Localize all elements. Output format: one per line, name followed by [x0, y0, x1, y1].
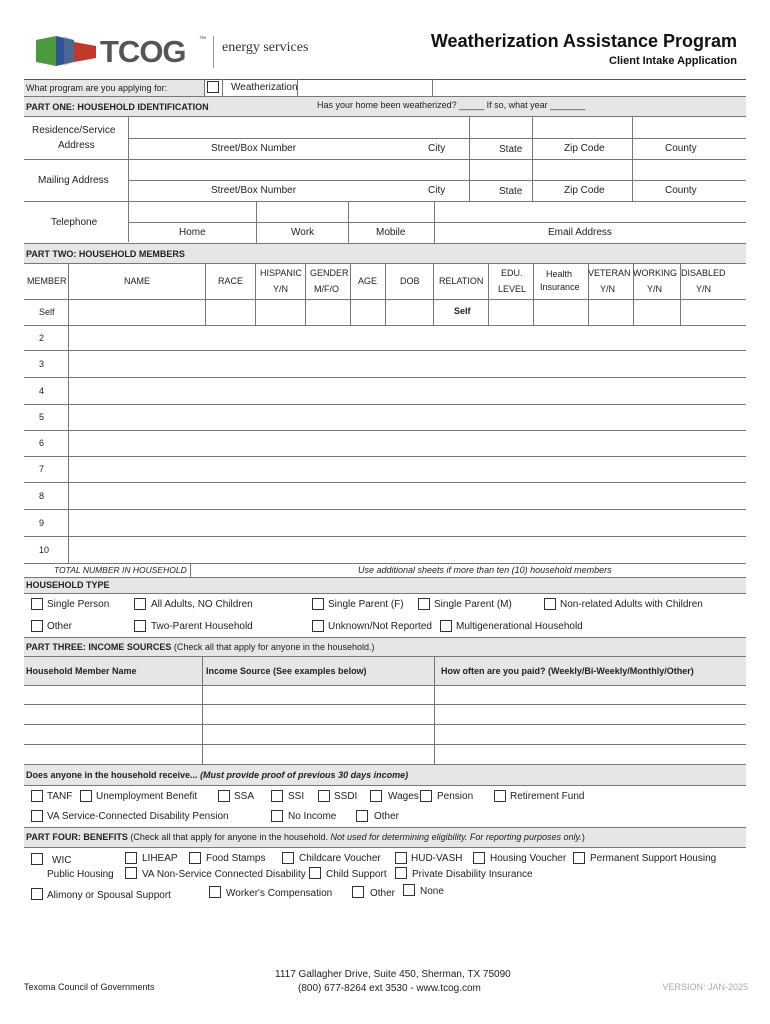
none-benefit-checkbox[interactable] — [403, 884, 415, 896]
row-member-label: 7 — [39, 464, 45, 474]
col-name: NAME — [124, 276, 151, 286]
other-income-checkbox[interactable] — [356, 810, 368, 822]
part-four-note-end: ) — [581, 832, 585, 842]
all-adults-label: All Adults, NO Children — [151, 599, 253, 610]
table-row[interactable] — [69, 483, 745, 509]
col-working: WORKING — [633, 268, 677, 278]
row-member-label: 2 — [39, 333, 45, 343]
col-health: Health — [546, 269, 573, 279]
other-income-label: Other — [374, 811, 400, 822]
income-row[interactable] — [25, 725, 745, 744]
wages-label: Wages — [388, 791, 419, 802]
residence-label: Residence/Service — [32, 125, 116, 136]
ssa-checkbox[interactable] — [218, 790, 230, 802]
no-income-label: No Income — [288, 811, 337, 822]
mailing-street-field[interactable] — [129, 160, 469, 180]
childcare-voucher-checkbox[interactable] — [282, 852, 294, 864]
retirement-label: Retirement Fund — [510, 791, 585, 802]
liheap-label: LIHEAP — [142, 853, 178, 864]
page-subtitle: Client Intake Application — [609, 55, 737, 67]
ssi-checkbox[interactable] — [271, 790, 283, 802]
income-row[interactable] — [25, 686, 745, 704]
ssdi-checkbox[interactable] — [318, 790, 330, 802]
logo-tm: ™ — [199, 36, 206, 43]
unknown-label: Unknown/Not Reported — [328, 621, 432, 632]
col-veteran-yn: Y/N — [600, 284, 616, 294]
food-stamps-checkbox[interactable] — [189, 852, 201, 864]
tanf-checkbox[interactable] — [31, 790, 43, 802]
page-title: Weatherization Assistance Program — [430, 31, 737, 51]
additional-sheets-note: Use additional sheets if more than ten (10) household members — [358, 565, 612, 575]
single-parent-f-label: Single Parent (F) — [328, 599, 404, 610]
pension-checkbox[interactable] — [420, 790, 432, 802]
ssa-label: SSA — [234, 791, 255, 802]
col-member: MEMBER — [27, 276, 67, 286]
receive-note: (Must provide proof of previous 30 days income) — [200, 770, 409, 780]
part-four-note: (Check all that apply for anyone in the household. — [130, 832, 328, 842]
wages-checkbox[interactable] — [370, 790, 382, 802]
two-parent-label: Two-Parent Household — [151, 621, 253, 632]
va-disability-pension-checkbox[interactable] — [31, 810, 43, 822]
permanent-support-housing-checkbox[interactable] — [573, 852, 585, 864]
telephone-label: Telephone — [51, 217, 98, 228]
single-parent-m-label: Single Parent (M) — [434, 599, 512, 610]
residence-state-label: State — [499, 144, 523, 155]
col-edu-level: LEVEL — [498, 284, 527, 294]
retirement-checkbox[interactable] — [494, 790, 506, 802]
mailing-zip-label: Zip Code — [564, 185, 605, 196]
logo-flag-icon — [34, 34, 98, 68]
row-member-label: 3 — [39, 359, 45, 369]
household-type-heading: HOUSEHOLD TYPE — [26, 580, 110, 590]
ssi-label: SSI — [288, 791, 305, 802]
no-income-checkbox[interactable] — [271, 810, 283, 822]
home-phone-field[interactable] — [129, 202, 256, 222]
table-row[interactable] — [69, 457, 745, 482]
alimony-label: Alimony or Spousal Support — [47, 890, 171, 901]
email-label: Email Address — [548, 227, 612, 238]
part-three-heading-line — [26, 643, 374, 652]
income-col-source: Income Source (See examples below) — [206, 666, 367, 676]
col-race: RACE — [218, 276, 244, 286]
weatherization-checkbox[interactable] — [207, 81, 219, 93]
col-age: AGE — [358, 276, 378, 286]
public-housing-label: Public Housing — [47, 869, 114, 880]
mailing-label: Mailing Address — [38, 175, 109, 186]
total-number-label: TOTAL NUMBER IN HOUSEHOLD — [54, 565, 187, 575]
row-member-label: 8 — [39, 491, 45, 501]
two-parent-checkbox[interactable] — [134, 620, 146, 632]
ssdi-label: SSDI — [334, 791, 358, 802]
single-person-checkbox[interactable] — [31, 598, 43, 610]
other-benefit-checkbox[interactable] — [352, 886, 364, 898]
non-related-adults-checkbox[interactable] — [544, 598, 556, 610]
row-member-label: Self — [39, 307, 55, 317]
multigenerational-label: Multigenerational Household — [456, 621, 583, 632]
part-four-heading-line — [26, 833, 585, 842]
hud-vash-checkbox[interactable] — [395, 852, 407, 864]
income-col-member: Household Member Name — [26, 666, 137, 676]
row-self-relation: Self — [454, 306, 471, 316]
receive-question: Does anyone in the household receive... — [26, 770, 198, 780]
col-hispanic: HISPANIC — [260, 268, 302, 278]
table-row[interactable] — [69, 351, 745, 377]
mailing-state-label: State — [499, 186, 523, 197]
col-veteran: VETERAN — [588, 268, 631, 278]
non-related-adults-label: Non-related Adults with Children — [560, 599, 703, 610]
unknown-checkbox[interactable] — [312, 620, 324, 632]
footer-address: 1117 Gallagher Drive, Suite 450, Sherman, TX 75090 — [275, 969, 511, 980]
col-edu: EDU. — [501, 268, 523, 278]
part-three-note: (Check all that apply for anyone in the household.) — [173, 642, 375, 652]
childcare-voucher-label: Childcare Voucher — [299, 853, 381, 864]
other-household-label: Other — [47, 621, 73, 632]
table-row[interactable] — [69, 405, 745, 430]
residence-city-label: City — [428, 143, 446, 154]
va-disability-pension-label: VA Service-Connected Disability Pension — [47, 811, 229, 822]
row-member-label: 9 — [39, 518, 45, 528]
col-health-insurance: Insurance — [540, 282, 580, 292]
single-person-label: Single Person — [47, 599, 110, 610]
wic-checkbox[interactable] — [31, 853, 43, 865]
part-two-heading: PART TWO: HOUSEHOLD MEMBERS — [26, 249, 185, 259]
other-household-checkbox[interactable] — [31, 620, 43, 632]
housing-voucher-label: Housing Voucher — [490, 853, 567, 864]
table-row[interactable] — [69, 326, 745, 350]
residence-street-label: Street/Box Number — [211, 143, 297, 154]
part-one-heading: PART ONE: HOUSEHOLD IDENTIFICATION — [26, 102, 209, 112]
single-parent-m-checkbox[interactable] — [418, 598, 430, 610]
weatherized-question: Has your home been weatherized? _____ If so, what year _______ — [317, 100, 586, 110]
wic-label: WIC — [52, 855, 72, 866]
pension-label: Pension — [437, 791, 474, 802]
food-stamps-label: Food Stamps — [206, 853, 266, 864]
permanent-support-housing-label: Permanent Support Housing — [590, 853, 717, 864]
private-disability-label: Private Disability Insurance — [412, 869, 533, 880]
residence-zip-label: Zip Code — [564, 143, 605, 154]
alimony-checkbox[interactable] — [31, 888, 43, 900]
row-member-label: 6 — [39, 438, 45, 448]
residence-label-2: Address — [58, 140, 95, 151]
single-parent-f-checkbox[interactable] — [312, 598, 324, 610]
footer-version: VERSION: JAN-2025 — [662, 982, 748, 992]
col-hispanic-yn: Y/N — [273, 284, 289, 294]
table-row[interactable] — [69, 431, 745, 456]
table-row[interactable] — [69, 510, 745, 536]
col-dob: DOB — [400, 276, 420, 286]
col-disabled-yn: Y/N — [696, 284, 712, 294]
residence-street-field[interactable] — [129, 118, 469, 138]
liheap-checkbox[interactable] — [125, 852, 137, 864]
va-non-service-label: VA Non-Service Connected Disability — [142, 869, 306, 880]
income-col-frequency: How often are you paid? (Weekly/Bi-Weekly/Monthly/Other) — [441, 666, 694, 676]
footer-org: Texoma Council of Governments — [24, 982, 155, 992]
table-row[interactable] — [69, 378, 745, 404]
table-row[interactable] — [69, 537, 745, 563]
home-phone-label: Home — [179, 227, 206, 238]
row-member-label: 10 — [39, 545, 50, 555]
residence-county-label: County — [665, 143, 697, 154]
unemployment-checkbox[interactable] — [80, 790, 92, 802]
mailing-county-label: County — [665, 185, 697, 196]
mobile-phone-label: Mobile — [376, 227, 406, 238]
receive-question-line — [26, 771, 408, 780]
weatherization-label: Weatherization — [231, 82, 298, 93]
table-row[interactable] — [69, 300, 745, 325]
logo-tagline: energy services — [222, 40, 309, 55]
income-row[interactable] — [25, 745, 745, 764]
child-support-checkbox[interactable] — [309, 867, 321, 879]
mailing-city-label: City — [428, 185, 446, 196]
none-benefit-label: None — [420, 886, 444, 897]
income-row[interactable] — [25, 705, 745, 724]
child-support-label: Child Support — [326, 869, 387, 880]
all-adults-checkbox[interactable] — [134, 598, 146, 610]
part-four-note-italic: Not used for determining eligibility. For reporting purposes only. — [330, 832, 582, 842]
col-disabled: DISABLED — [681, 268, 726, 278]
private-disability-checkbox[interactable] — [395, 867, 407, 879]
other-benefit-label: Other — [370, 888, 396, 899]
logo-divider — [213, 36, 214, 68]
row-member-label: 5 — [39, 412, 45, 422]
part-four-heading: PART FOUR: BENEFITS — [26, 832, 128, 842]
logo — [34, 34, 214, 70]
col-gender: GENDER — [310, 268, 349, 278]
va-non-service-checkbox[interactable] — [125, 867, 137, 879]
program-question: What program are you applying for: — [26, 83, 168, 93]
col-working-yn: Y/N — [647, 284, 663, 294]
workers-comp-label: Worker's Compensation — [226, 888, 333, 899]
row-member-label: 4 — [39, 386, 45, 396]
hud-vash-label: HUD-VASH — [411, 853, 463, 864]
mailing-street-label: Street/Box Number — [211, 185, 297, 196]
work-phone-label: Work — [291, 227, 315, 238]
tanf-label: TANF — [47, 791, 73, 802]
logo-text: TCOG — [100, 34, 186, 69]
housing-voucher-checkbox[interactable] — [473, 852, 485, 864]
part-three-heading: PART THREE: INCOME SOURCES — [26, 642, 172, 652]
unemployment-label: Unemployment Benefit — [96, 791, 198, 802]
col-relation: RELATION — [439, 276, 484, 286]
footer-contact: (800) 677-8264 ext 3530 - www.tcog.com — [298, 983, 481, 994]
workers-comp-checkbox[interactable] — [209, 886, 221, 898]
multigenerational-checkbox[interactable] — [440, 620, 452, 632]
col-gender-mfo: M/F/O — [314, 284, 339, 294]
